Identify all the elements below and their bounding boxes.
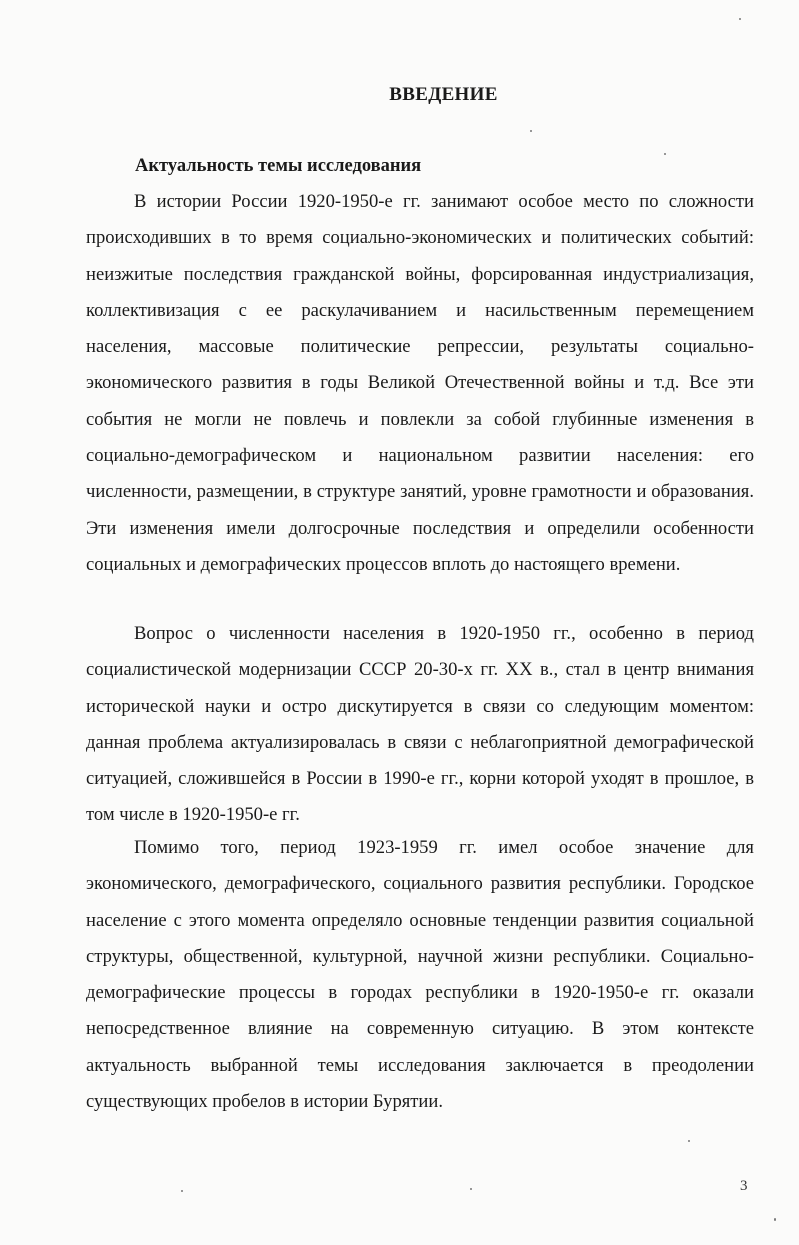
scan-speck bbox=[470, 1188, 472, 1190]
scan-speck bbox=[181, 1190, 183, 1192]
page-title: ВВЕДЕНИЕ bbox=[389, 84, 498, 105]
scan-speck bbox=[688, 1140, 690, 1142]
section-heading: Актуальность темы исследования bbox=[135, 156, 422, 176]
paragraph-2: Вопрос о численности населения в 1920-1950 гг., особенно в период социалистической модернизации СССР 20-30-х гг. XX в., стал в центр внимания исторической науки и остро дискутируется в связи со следующим моментом: данная проблема актуализировалась в связи с неблагоприятной демографической ситуацией, сложившейся в России в 1990-е гг., корни которой уходят в прошлое, в том числе в 1920-1950-е гг. bbox=[86, 623, 754, 826]
paragraph-block-3 bbox=[86, 830, 754, 1120]
paragraph-3: Помимо того, период 1923-1959 гг. имел особое значение для экономического, демографического, социального развития республики. Городское население с этого момента определяло основные тенденции развития социальной структуры, общественной, культурной, научной жизни республики. Социально-демографические процессы в городах республики в 1920-1950-е гг. оказали непосредственное влияние на современную ситуацию. В этом контексте актуальность выбранной темы исследования заключается в преодолении существующих пробелов в истории Бурятии. bbox=[86, 837, 754, 1113]
scan-speck bbox=[739, 18, 741, 20]
scan-speck bbox=[774, 1218, 776, 1221]
paragraph-block-1 bbox=[86, 184, 754, 583]
scan-speck bbox=[530, 130, 532, 132]
paragraph-block-2 bbox=[86, 616, 754, 834]
paragraph-1: В истории России 1920-1950-е гг. занимают особое место по сложности происходивших в то время социально-экономических и политических событий: неизжитые последствия гражданской войны, форсированная индустриализация, коллективизация с ее раскулачиванием и насильственным перемещением населения, массовые политические репрессии, результаты социально-экономического развития в годы Великой Отечественной войны и т.д. Все эти события не могли не повлечь и повлекли за собой глубинные изменения в социально-демографическом и национальном развитии населения: его численности, размещении, в структуре занятий, уровне грамотности и образования. Эти изменения имели долгосрочные последствия и определили особенности социальных и демографических процессов вплоть до настоящего времени. bbox=[86, 191, 754, 575]
scan-speck bbox=[664, 153, 666, 155]
page-number: 3 bbox=[740, 1178, 748, 1194]
